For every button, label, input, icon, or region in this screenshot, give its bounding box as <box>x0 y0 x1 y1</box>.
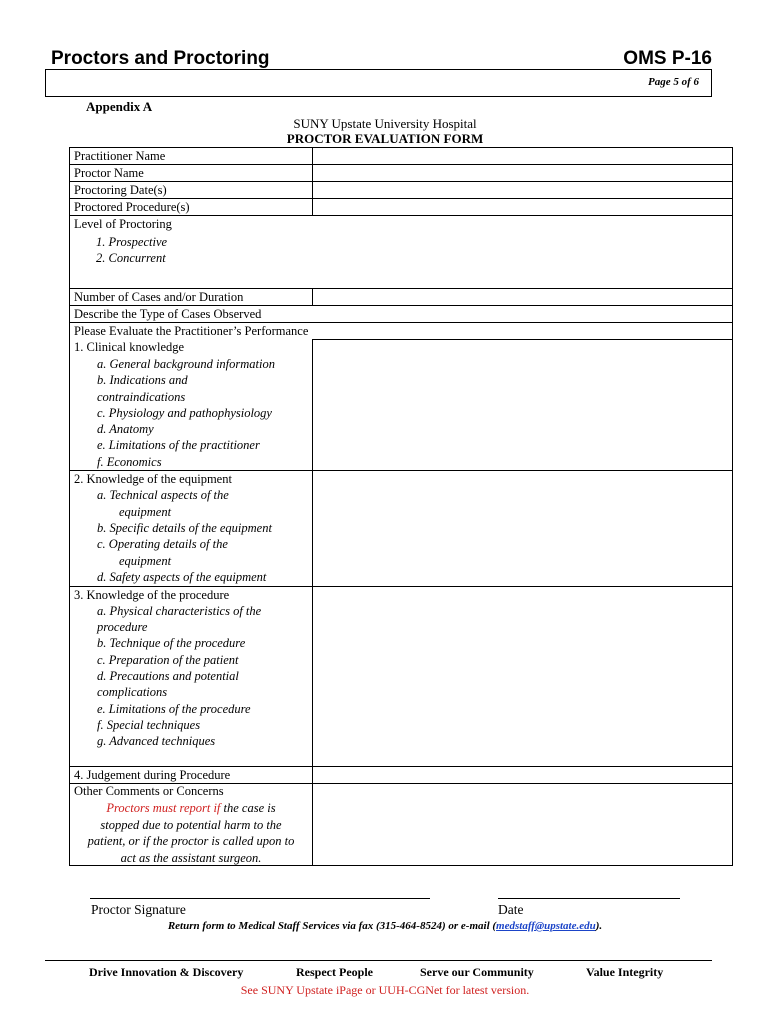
organization-name: SUNY Upstate University Hospital <box>293 116 477 131</box>
practitioner-name-label: Practitioner Name <box>74 149 166 163</box>
procedure-item: f. Special techniques <box>97 718 201 732</box>
level-of-proctoring-label: Level of Proctoring <box>74 217 172 231</box>
equipment-item: equipment <box>119 554 172 568</box>
equipment-item: equipment <box>119 505 172 519</box>
procedure-item: e. Limitations of the procedure <box>97 702 251 716</box>
latest-version-note: See SUNY Upstate iPage or UUH-CGNet for latest version. <box>240 983 530 997</box>
number-of-cases-label: Number of Cases and/or Duration <box>74 290 244 304</box>
proctoring-dates-label: Proctoring Date(s) <box>74 183 167 197</box>
date-line[interactable] <box>498 898 680 899</box>
document-code: OMS P-16 <box>623 48 712 69</box>
procedure-knowledge-heading: 3. Knowledge of the procedure <box>74 588 230 602</box>
judgement-label: 4. Judgement during Procedure <box>74 768 231 782</box>
procedure-item: g. Advanced techniques <box>97 734 216 748</box>
procedure-item: d. Precautions and potential <box>97 669 239 683</box>
footer-value-innovation: Drive Innovation & Discovery <box>89 965 244 979</box>
level-option-prospective: 1. Prospective <box>96 235 168 249</box>
report-warning: Proctors must report if <box>106 801 221 815</box>
level-option-concurrent: 2. Concurrent <box>96 251 166 265</box>
procedure-item: procedure <box>97 620 148 634</box>
page-number: Page 5 of 6 <box>647 76 699 88</box>
footer-value-respect: Respect People <box>296 965 373 979</box>
comments-note-line-2: stopped due to potential harm to the <box>100 818 282 832</box>
footer-value-community: Serve our Community <box>420 965 534 979</box>
proctor-name-label: Proctor Name <box>74 166 144 180</box>
procedure-item: b. Technique of the procedure <box>97 636 246 650</box>
type-of-cases-label: Describe the Type of Cases Observed <box>74 307 262 321</box>
clinical-item: c. Physiology and pathophysiology <box>97 406 272 420</box>
clinical-item: contraindications <box>97 390 186 404</box>
proctored-procedures-label: Proctored Procedure(s) <box>74 200 190 214</box>
return-instructions: Return form to Medical Staff Services via fax (315-464-8524) or e-mail (medstaff@upstate.edu). <box>167 920 603 932</box>
equipment-item: b. Specific details of the equipment <box>97 521 272 535</box>
comments-note-line-3: patient, or if the proctor is called upon to <box>87 834 295 848</box>
procedure-item: a. Physical characteristics of the <box>97 604 262 618</box>
procedure-item: c. Preparation of the patient <box>97 653 239 667</box>
comments-note-line-4: act as the assistant surgeon. <box>120 851 262 865</box>
clinical-item: b. Indications and <box>97 373 188 387</box>
equipment-item: c. Operating details of the <box>97 537 228 551</box>
footer-value-integrity: Value Integrity <box>586 965 664 979</box>
clinical-item: d. Anatomy <box>97 422 154 436</box>
proctor-signature-label: Proctor Signature <box>91 902 186 917</box>
clinical-knowledge-heading: 1. Clinical knowledge <box>74 340 185 354</box>
procedure-item: complications <box>97 685 168 699</box>
clinical-item: a. General background information <box>97 357 275 371</box>
appendix-label: Appendix A <box>86 99 153 114</box>
evaluate-performance-label: Please Evaluate the Practitioner’s Performance <box>74 324 309 338</box>
equipment-knowledge-heading: 2. Knowledge of the equipment <box>74 472 232 486</box>
email-link[interactable]: medstaff@upstate.edu <box>496 920 596 932</box>
equipment-item: d. Safety aspects of the equipment <box>97 570 267 584</box>
date-label: Date <box>498 902 524 917</box>
comments-label: Other Comments or Concerns <box>74 784 224 798</box>
proctor-signature-line[interactable] <box>90 898 430 899</box>
footer-rule <box>45 960 712 961</box>
clinical-item: f. Economics <box>97 455 162 469</box>
clinical-item: e. Limitations of the practitioner <box>97 438 260 452</box>
form-title: PROCTOR EVALUATION FORM <box>286 131 484 146</box>
comments-note-line-1: Proctors must report if the case is <box>106 801 276 815</box>
equipment-item: a. Technical aspects of the <box>97 488 229 502</box>
document-title: Proctors and Proctoring <box>51 48 270 69</box>
